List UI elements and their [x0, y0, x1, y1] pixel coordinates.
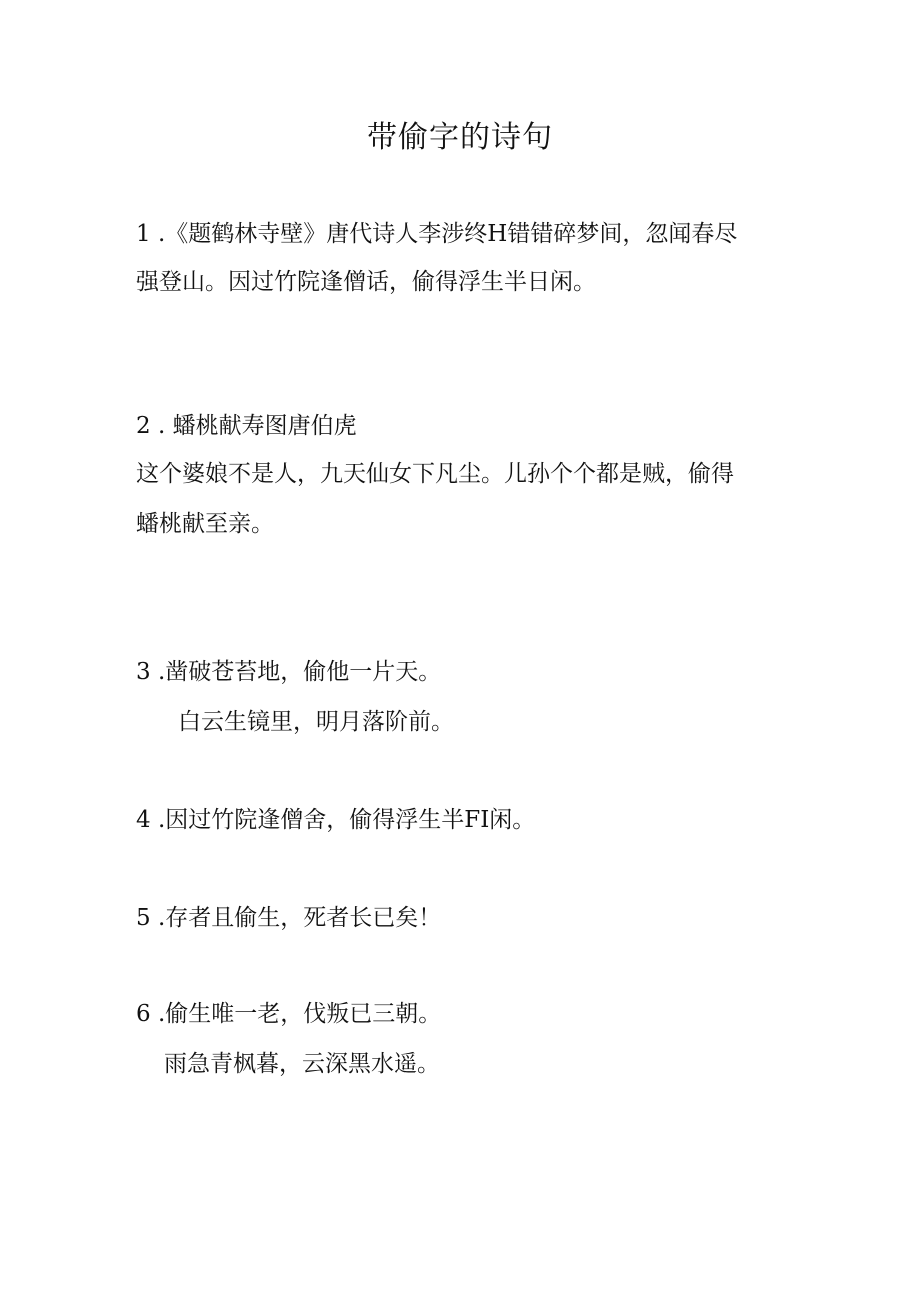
poem-3-line-2: 白云生镜里，明月落阶前。 [178, 709, 454, 735]
page-title: 带偷字的诗句 [367, 120, 553, 155]
poem-2-heading: 2 . 蟠桃献寿图唐伯虎 [136, 413, 357, 439]
poem-4-line-1: 4 .因过竹院逢僧舍，偷得浮生半FI闲。 [136, 807, 536, 833]
poem-1-line-2: 强登山。因过竹院逢僧话，偷得浮生半日闲。 [136, 269, 596, 295]
poem-3-line-1: 3 .凿破苍苔地，偷他一片天。 [136, 659, 442, 685]
poem-1-line-1: 1 .《题鹤林寺壁》唐代诗人李涉终H错错碎梦间，忽闻春尽 [136, 221, 738, 247]
poem-2-line-2: 蟠桃献至亲。 [136, 511, 274, 537]
poem-6-line-2: 雨急青枫暮，云深黑水遥。 [164, 1051, 440, 1077]
poem-5-line-1: 5 .存者且偷生，死者长已矣！ [136, 905, 442, 931]
poem-6-line-1: 6 .偷生唯一老，伐叛已三朝。 [136, 1001, 442, 1027]
poem-2-line-1: 这个婆娘不是人，九天仙女下凡尘。儿孙个个都是贼，偷得 [136, 461, 734, 487]
